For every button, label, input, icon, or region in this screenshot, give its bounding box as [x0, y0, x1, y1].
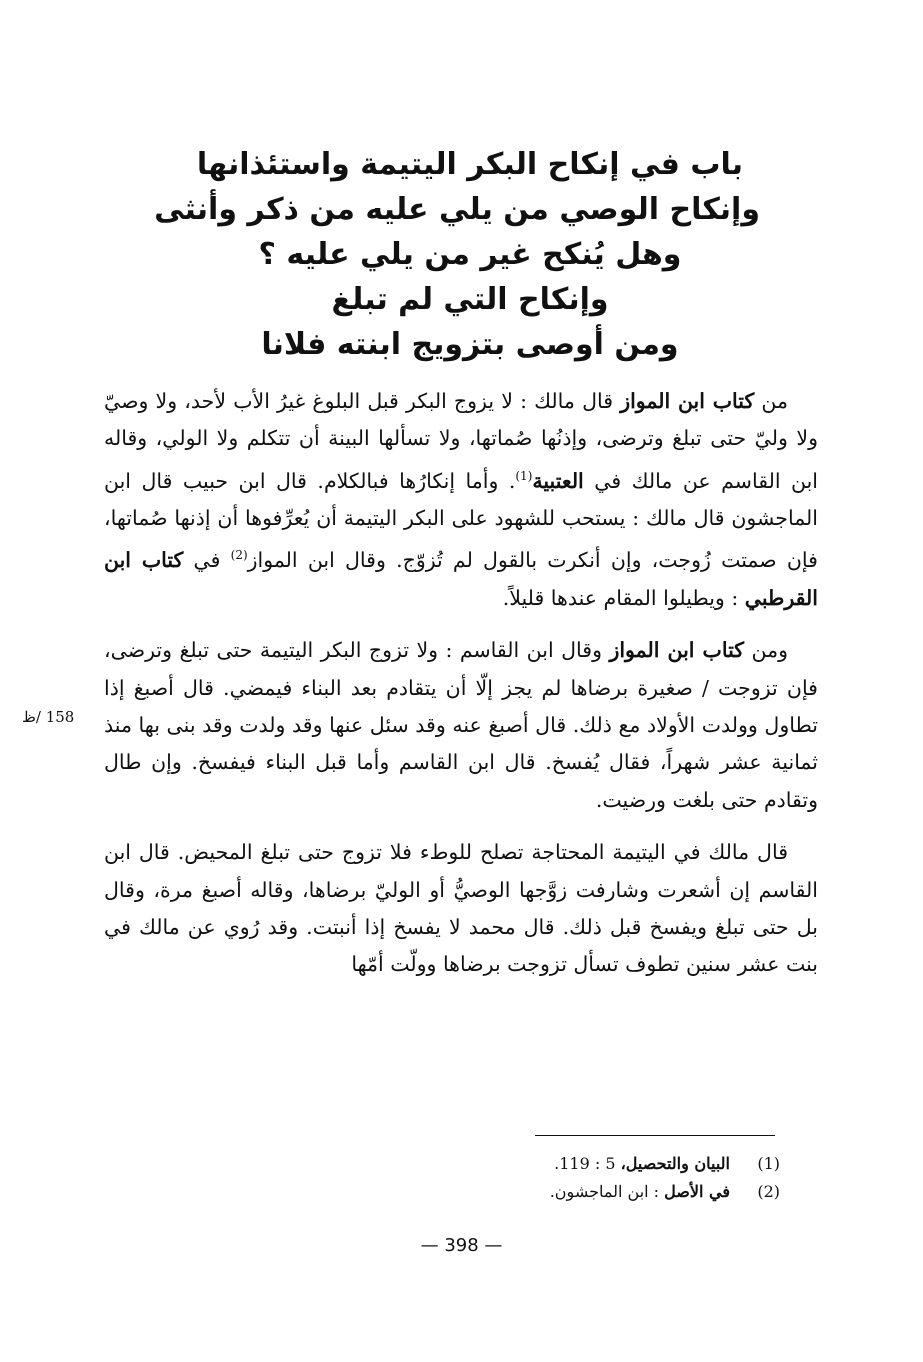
- heading-line: باب في إنكاح البكر اليتيمة واستئذانها: [196, 147, 744, 182]
- paragraph-text: [104, 383, 818, 617]
- footnote-text: : ابن الماجشون.: [549, 1182, 660, 1201]
- book-title: كتاب ابن المواز: [620, 389, 755, 413]
- book-title: كتاب ابن المواز: [609, 638, 745, 663]
- text-span: من: [761, 389, 788, 413]
- body-text: [104, 383, 818, 999]
- footnote-divider: [535, 1135, 775, 1136]
- page-number: — 398 —: [420, 1235, 503, 1256]
- text-span: وقال ابن القاسم : ولا تزوج البكر اليتيمة حتى تبلغ وترضى، فإن تزوجت / صغيرة برضاها لم يجز إلّا أن يتقادم بعد البناء فيمضي. قال أصبغ إذا تطاول وولدت الأولاد مع ذلك. قال أصبغ عنه وقد سئل عنها وقد ولدت وقد بنى بها منذ ثمانية عشر شهراً، فقال يُفسخ. قال ابن القاسم وأما قبل البناء فيفسخ. وإن طال وتقادم حتى بلغت ورضيت.: [104, 638, 818, 812]
- footnote-source: في الأصل: [664, 1182, 730, 1201]
- chapter-heading: [154, 142, 760, 367]
- footnotes: [360, 1150, 780, 1206]
- footnote-ref[interactable]: (2): [230, 548, 248, 563]
- text-span: قال مالك : لا يزوج البكر قبل البلوغ غيرُ الأب لأحد، ولا وصيّ ولا وليّ حتى تبلغ وترضى، وإذنُها صُماتها، ولا تسألها البينة أن تتكلم ولا الولي، وقاله ابن القاسم عن مالك في: [104, 389, 818, 493]
- heading-line: وهل يُنكح غير من يلي عليه ؟: [258, 237, 682, 272]
- book-title: كتاب ابن القرطبي: [104, 548, 818, 610]
- footnote-number: (1): [757, 1154, 780, 1173]
- footnote-item: [360, 1150, 780, 1178]
- paragraph-text: [104, 632, 818, 819]
- footnote-item: [360, 1178, 780, 1206]
- text-span: ومن: [751, 638, 788, 663]
- manuscript-folio-marker: 158 /ظ: [22, 708, 75, 726]
- book-title: العتبية: [532, 468, 584, 493]
- text-span: . وأما إنكارُها فبالكلام. قال ابن حبيب قال ابن الماجشون قال مالك : يستحب للشهود على البكر اليتيمة أن يُعرِّفوها أن إذنها صُماتها، فإن صمتت زُوجت، وإن أنكرت بالقول لم تُزوّج. وقال ابن المواز: [104, 468, 818, 573]
- text-span: في: [193, 548, 221, 573]
- paragraph-3: [104, 834, 818, 984]
- heading-line: ومن أوصى بتزويج ابنته فلانا: [261, 327, 679, 362]
- paragraph-2: [104, 632, 818, 819]
- footnote-number: (2): [757, 1182, 780, 1201]
- footnote-ref[interactable]: (1): [515, 468, 533, 483]
- heading-line: وإنكاح التي لم تبلغ: [331, 282, 609, 317]
- paragraph-text: قال مالك في اليتيمة المحتاجة تصلح للوطء فلا تزوج حتى تبلغ المحيض. قال ابن القاسم إن أشعرت وشارفت زوَّجها الوصيُّ أو الوليّ برضاها، وقاله أصبغ مرة، وقال بل حتى تبلغ ويفسخ قبل ذلك. قال محمد لا يفسخ إذا أنبتت. وقد رُوي عن مالك في بنت عشر سنين تطوف تسأل تزوجت برضاها وولّت أمّها: [104, 840, 818, 977]
- text-span: : ويطيلوا المقام عندها قليلاً.: [502, 585, 739, 610]
- heading-line: وإنكاح الوصي من يلي عليه من ذكر وأنثى: [154, 192, 760, 227]
- footnote-text: 5 : 119.: [554, 1154, 616, 1173]
- paragraph-1: [104, 383, 818, 617]
- footnote-source: البيان والتحصيل،: [620, 1154, 730, 1173]
